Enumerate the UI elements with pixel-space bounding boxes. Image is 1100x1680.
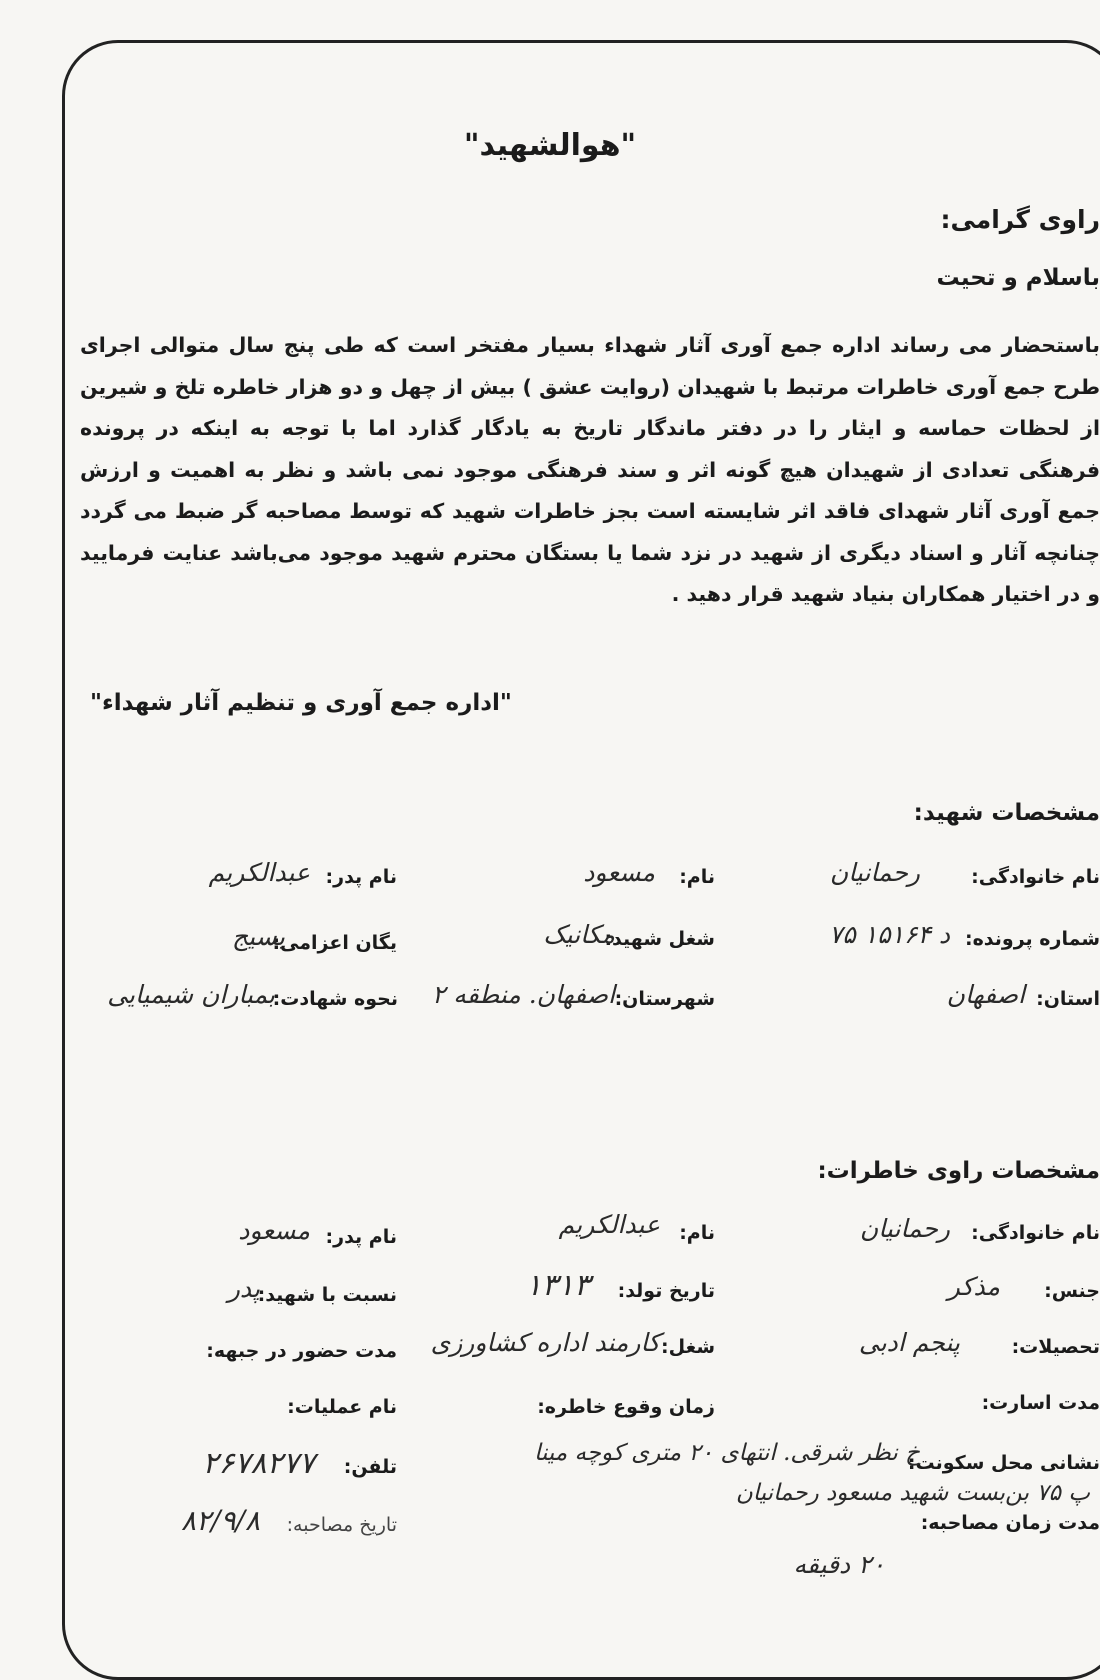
martyr-first-name-value: مسعود [583, 858, 655, 887]
narrator-address-label: نشانی محل سکونت: [907, 1452, 1100, 1474]
narrator-relation-label: نسبت با شهید: [257, 1284, 397, 1306]
narrator-occupation-label: شغل: [661, 1336, 715, 1358]
martyr-unit-value: بسیج [232, 922, 285, 951]
martyr-file-number-value: د ۱۵۱۶۴ ۷۵ [828, 920, 950, 949]
narrator-occupation-value: کارمند اداره کشاورزی [430, 1328, 660, 1357]
narrator-phone-value: ۲۶۷۸۲۷۷ [202, 1446, 315, 1481]
martyr-province-value: اصفهان [946, 980, 1025, 1009]
martyr-file-number-label: شماره پرونده: [964, 928, 1100, 950]
narrator-interview-duration-value: ۲۰ دقیقه [793, 1550, 885, 1579]
narrator-first-name-value: عبدالکریم [558, 1210, 660, 1239]
narrator-birth-value: ۱۳۱۳ [525, 1268, 590, 1303]
martyr-job-value: مکانیک [543, 920, 615, 949]
martyr-unit-label: یگان اعزامی: [272, 932, 397, 954]
martyr-city-label: شهرستان: [614, 988, 715, 1010]
narrator-father-label: نام پدر: [325, 1226, 397, 1248]
narrator-education-label: تحصیلات: [1011, 1336, 1100, 1358]
narrator-relation-value: پدر [227, 1274, 260, 1303]
narrator-interview-date-label: تاریخ مصاحبه: [286, 1514, 397, 1536]
martyr-city-value: اصفهان. منطقه ۲ [431, 980, 615, 1009]
narrator-gender-value: مذکر [947, 1272, 1000, 1301]
narrator-gender-label: جنس: [1044, 1280, 1100, 1302]
narrator-last-name-label: نام خانوادگی: [971, 1222, 1100, 1244]
martyr-martyrdom-label: نحوه شهادت: [272, 988, 398, 1010]
narrator-address-value-2: پ ۷۵ بن‌بست شهید مسعود رحمانیان [735, 1480, 1090, 1506]
salutation: راوی گرامی: [940, 205, 1100, 234]
narrator-last-name-value: رحمانیان [859, 1214, 950, 1243]
narrator-interview-date-value: ۸۲/۹/۸ [180, 1504, 260, 1537]
narrator-father-value: مسعود [238, 1216, 310, 1245]
martyr-father-label: نام پدر: [325, 866, 397, 888]
martyr-father-value: عبدالکریم [208, 858, 310, 887]
letter-body: باستحضار می رساند اداره جمع آوری آثار شهداء بسیار مفتخر است که طی پنج سال متوالی اجرای طرح جمع آوری خاطرات مرتبط با شهیدان (روایت عشق ) بیش از چهل و دو هزار خاطره تلخ و شیرین از لحظات حماسه و ایثار را در دفتر ماندگار تاریخ به یادگار گذارد اما با توجه به اینکه در پرونده فرهنگی تعدادی از شهیدان هیچ گونه اثر و سند فرهنگی موجود نمی باشد و نظر به اهمیت و ارزش جمع آوری آثار شهدای فاقد اثر شایسته است بجز خاطرات شهید که توسط مصاحبه گر ضبط می گردد چنانچه آثار و اسناد دیگری از شهید در نزد شما یا بستگان محترم شهید موجود می‌باشد عنایت فرمایید و در اختیار همکاران بنیاد شهید قرار دهید . [80, 333, 1100, 606]
narrator-education-value: پنجم ادبی [858, 1328, 960, 1357]
page-title: "هوالشهید" [463, 128, 637, 163]
greeting: باسلام و تحیت [936, 265, 1100, 291]
narrator-captivity-label: مدت اسارت: [981, 1392, 1100, 1414]
narrator-operation-label: نام عملیات: [287, 1396, 397, 1418]
narrator-front-label: مدت حضور در جبهه: [206, 1340, 397, 1362]
martyr-section-title: مشخصات شهید: [913, 800, 1100, 826]
narrator-first-name-label: نام: [679, 1222, 715, 1244]
martyr-province-label: استان: [1036, 988, 1100, 1010]
signature-line: "اداره جمع آوری و تنظیم آثار شهداء" [90, 690, 512, 716]
narrator-birth-label: تاریخ تولد: [617, 1280, 715, 1302]
martyr-martyrdom-value: بمباران شیمیایی [107, 980, 275, 1009]
narrator-section-title: مشخصات راوی خاطرات: [817, 1158, 1100, 1184]
narrator-address-value-1: خ نظر شرقی. انتهای ۲۰ متری کوچه مینا [533, 1440, 920, 1466]
martyr-job-label: شغل شهید: [604, 928, 715, 950]
narrator-phone-label: تلفن: [343, 1456, 397, 1478]
narrator-memory-time-label: زمان وقوع خاطره: [537, 1396, 715, 1418]
martyr-last-name-value: رحمانیان [829, 858, 920, 887]
narrator-interview-duration-label: مدت زمان مصاحبه: [920, 1512, 1100, 1534]
martyr-first-name-label: نام: [679, 866, 715, 888]
martyr-last-name-label: نام خانوادگی: [971, 866, 1100, 888]
